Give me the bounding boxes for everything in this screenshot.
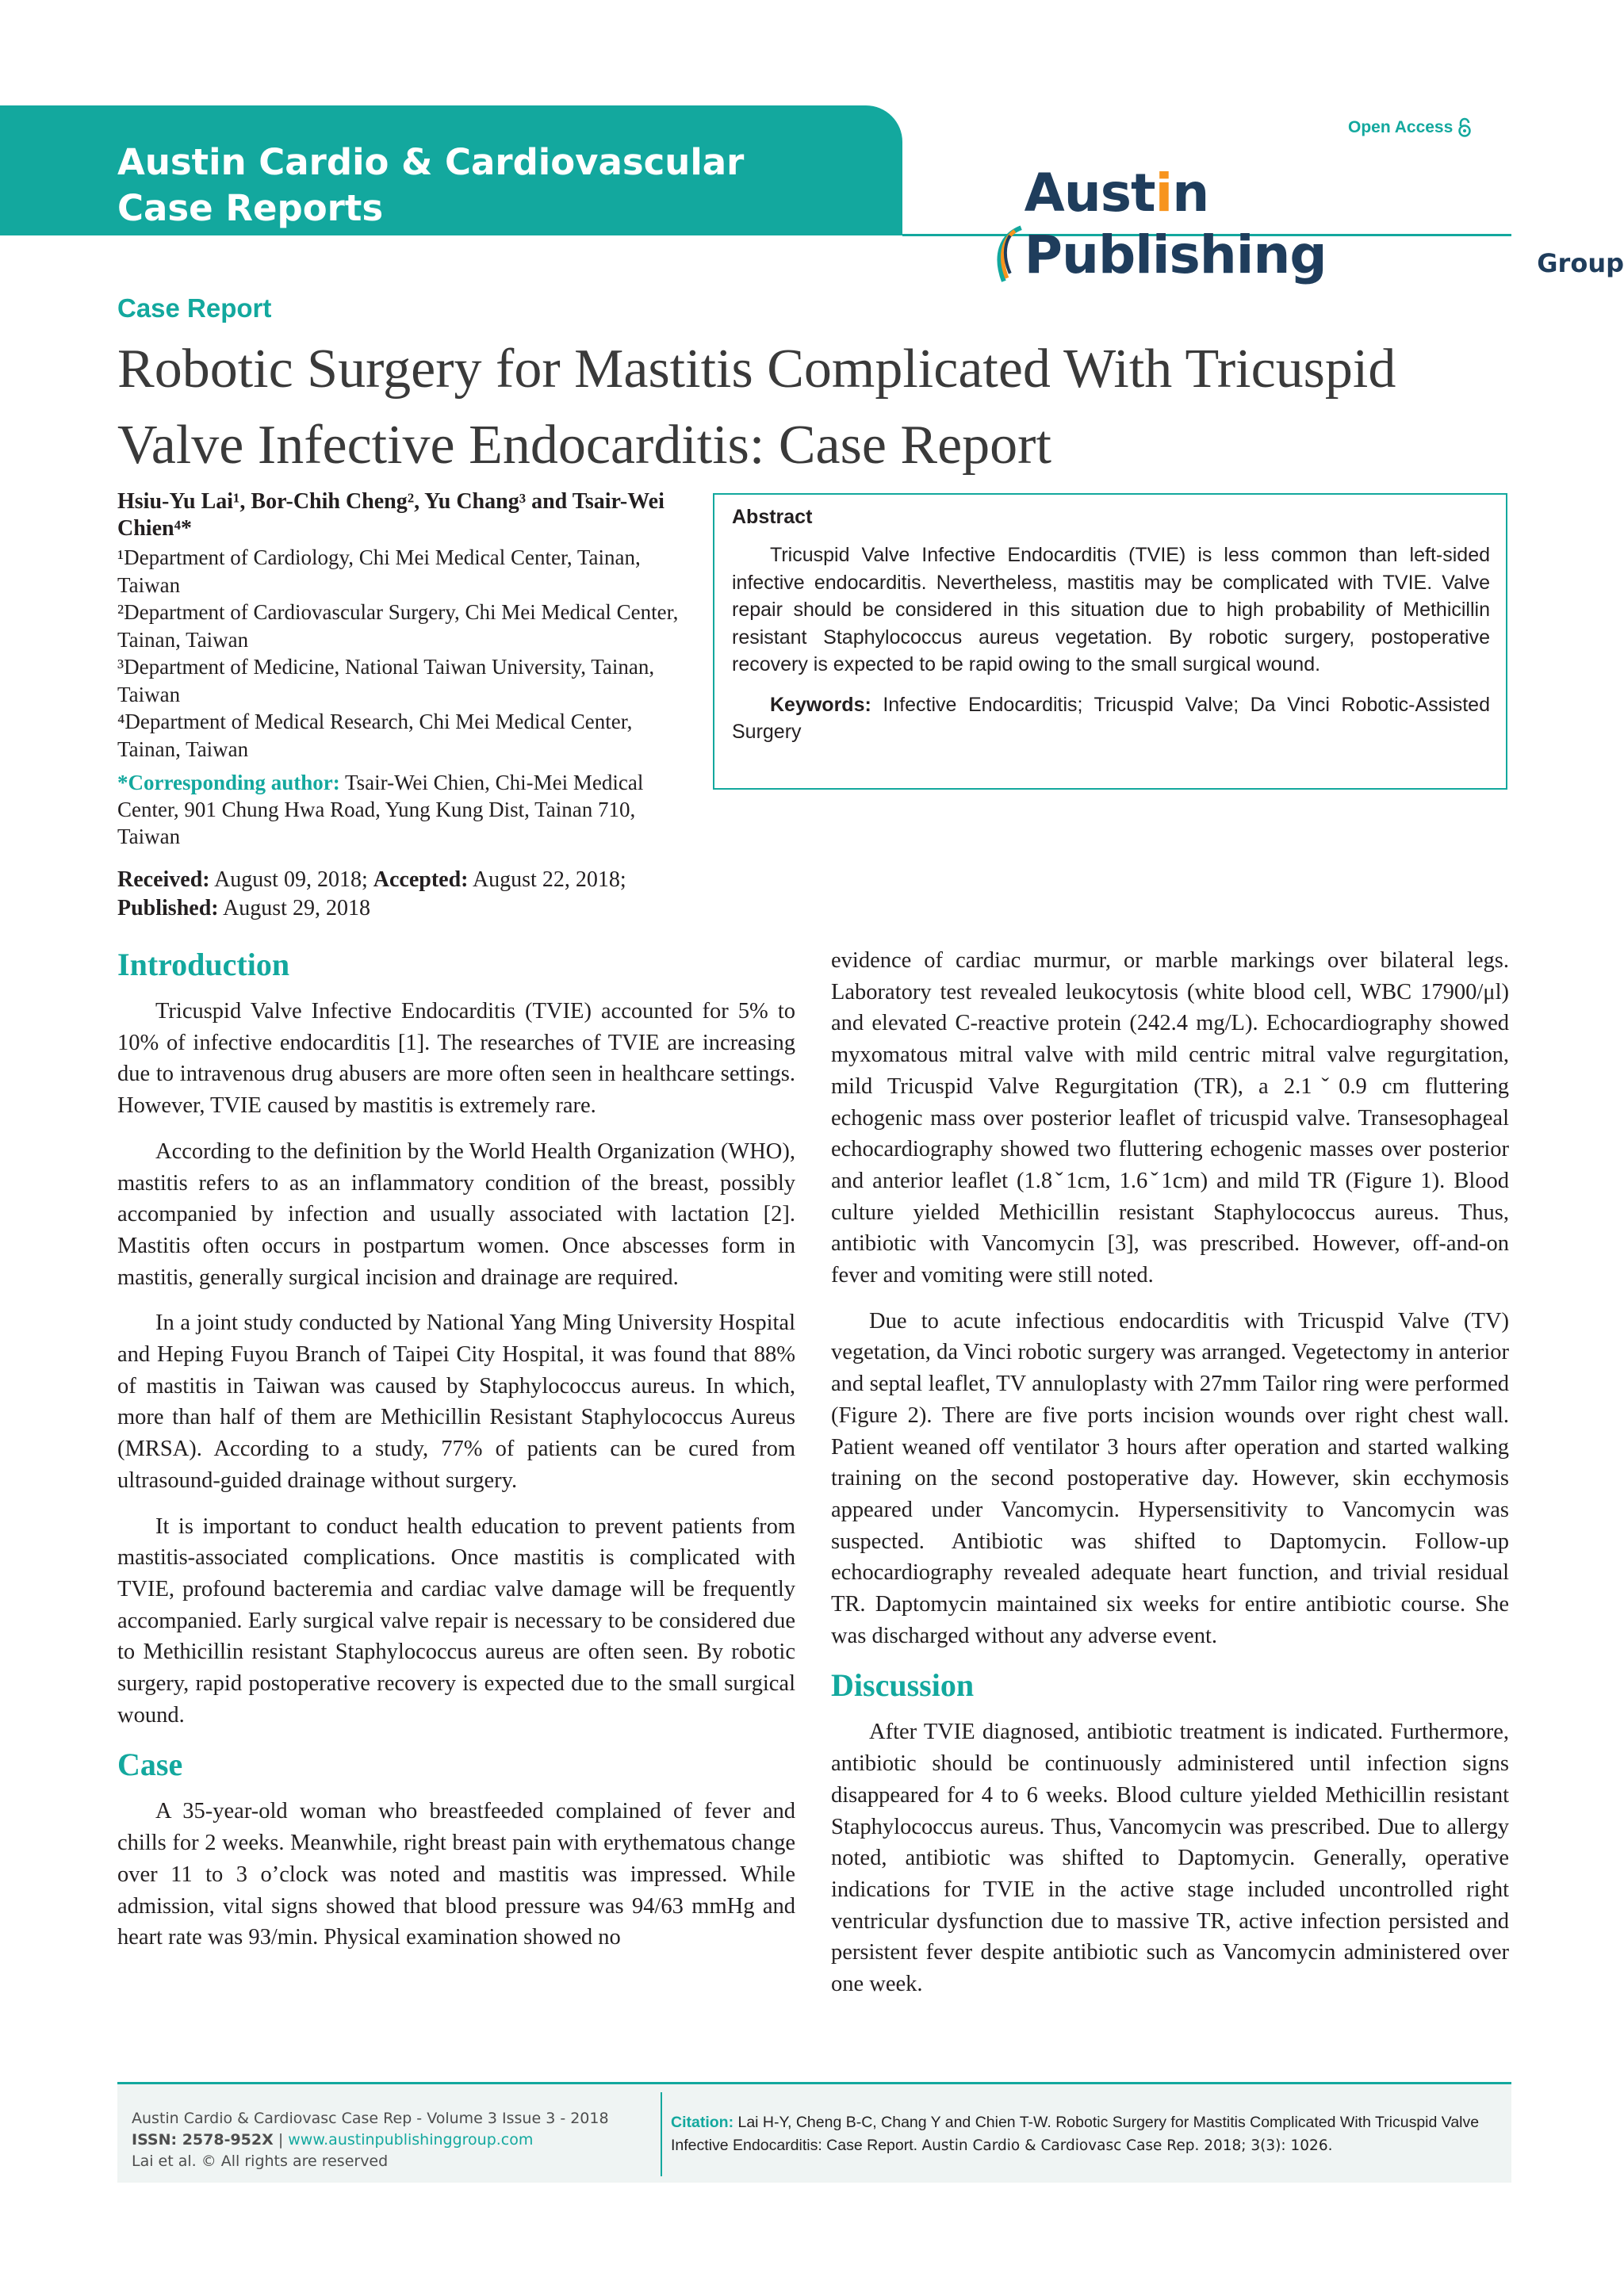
open-access-label: Open Access xyxy=(1348,118,1454,136)
publisher-name-part: n Publishing xyxy=(1024,163,1327,285)
body-column-right xyxy=(831,945,1509,2015)
publication-dates xyxy=(117,866,688,923)
abstract-text: Tricuspid Valve Infective Endocarditis (TVIE) is less common than left-sided infective endocarditis. Nevertheless, mastitis may be complicated with TVIE. Valve repair should be considered in this situation due to high probability of Methicillin resistant Staphylococcus aureus vegetation. By robotic surgery, postoperative recovery is expected to be rapid owing to the small surgical wound. xyxy=(732,544,1490,675)
corresponding-text: Tsair-Wei Chien, Chi-Mei Medical Center, 901 Chung Hwa Road, Yung Kung Dist, Tainan 710, Taiwan xyxy=(117,771,644,848)
paragraph: A 35-year-old woman who breastfeeded complained of fever and chills for 2 weeks. Meanwhile, right breast pain with erythematous change over 11 to 3 o’clock was noted and mastitis was impressed. While admission, vital signs showed that blood pressure was 94/63 mmHg and heart rate was 93/min. Physical examination showed no xyxy=(117,1799,795,1950)
page-footer xyxy=(117,2082,1511,2183)
article-type: Case Report xyxy=(117,293,272,323)
affiliation: ⁴Department of Medical Research, Chi Mei Medical Center, Tainan, Taiwan xyxy=(117,710,633,761)
footer-issn: ISSN: 2578-952X xyxy=(132,2131,274,2149)
publisher-swoosh-icon xyxy=(991,223,1025,286)
open-lock-icon xyxy=(1457,117,1472,138)
section-heading-case: Case xyxy=(117,1747,183,1783)
accepted-label: Accepted: xyxy=(373,867,469,892)
received-date: August 09, 2018; xyxy=(209,867,373,892)
published-date: August 29, 2018 xyxy=(218,896,370,920)
paragraph: Tricuspid Valve Infective Endocarditis (TVIE) accounted for 5% to 10% of infective endocarditis [1]. The researches of TVIE are increasing due to intravenous drug abusers are more often seen in healthcare settings. However, TVIE caused by mastitis is extremely rare. xyxy=(117,999,795,1119)
abstract-box xyxy=(713,493,1507,790)
paragraph: After TVIE diagnosed, antibiotic treatment is indicated. Furthermore, antibiotic should be continuously administered until infection signs disappeared for 4 to 6 weeks. Blood culture yielded Methicillin resistant Staphylococcus aureus. Thus, Vancomycin was prescribed. Due to allergy noted, antibiotic was shifted to Daptomycin. Generally, operative indications for TVIE in the active stage included uncontrolled right ventricular dysfunction due to massive TR, active infection persisted and persistent fever despite antibiotic such as Vancomycin administered over one week. xyxy=(831,1720,1509,1997)
received-label: Received: xyxy=(117,867,210,892)
paragraph: It is important to conduct health education to prevent patients from mastitis-associated complications. Once mastitis is complicated with TVIE, profound bacteremia and cardiac valve damage will be frequently accompanied. Early surgical valve repair is necessary to be considered due to Methicillin resistant Staphylococcus aureus are often seen. By robotic surgery, rapid postoperative recovery is expected due to the small surgical wound. xyxy=(117,1513,795,1728)
footer-rights: Lai et al. © All rights are reserved xyxy=(132,2152,389,2170)
keywords-text: Infective Endocarditis; Tricuspid Valve; Da Vinci Robotic-Assisted Surgery xyxy=(732,693,1490,743)
affiliation: ²Department of Cardiovascular Surgery, Chi Mei Medical Center, Tainan, Taiwan xyxy=(117,600,679,652)
publisher-name xyxy=(1025,163,1525,286)
paragraph: Due to acute infectious endocarditis with Tricuspid Valve (TV) vegetation, da Vinci robotic surgery was arranged. Vegetectomy in anterior and septal leaflet, TV annuloplasty with 27mm Tailor ring were performed (Figure 2). There are five ports incision wounds over right chest wall. Patient weaned off ventilator 3 hours after operation and started walking training on the second postoperative day. However, skin ecchymosis appeared under Vancomycin. Hypersensitivity to Vancomycin was suspected. Antibiotic was shifted to Daptomycin. Follow-up echocardiography revealed adequate heart function, and trivial residual TR. Daptomycin maintained six weeks for entire antibiotic course. She was discharged without any adverse event. xyxy=(831,1308,1509,1648)
accepted-date: August 22, 2018; xyxy=(468,867,626,892)
paragraph-continued: evidence of cardiac murmur, or marble markings over bilateral legs. Laboratory test revealed leukocytosis (white blood cell, WBC 17900/μl) and elevated C-reactive protein (242.4 mg/L). Echocardiography showed myxomatous mitral valve with mild centric mitral valve regurgitation, mild Tricuspid Valve Regurgitation (TR), a 2.1ˇ0.9 cm fluttering echogenic mass over posterior leaflet of tricuspid valve. Transesophageal echocardiography showed two fluttering echogenic masses over posterior and anterior leaflet (1.8ˇ1cm, 1.6ˇ1cm) and mild TR (Figure 1). Blood culture yielded Methicillin resistant Staphylococcus aureus. Thus, antibiotic with Vancomycin [3], was prescribed. However, off-and-on fever and vomiting were still noted. xyxy=(831,948,1509,1288)
footer-url-link[interactable]: www.austinpublishinggroup.com xyxy=(288,2131,534,2149)
affiliation: ³Department of Medicine, National Taiwan University, Tainan, Taiwan xyxy=(117,655,655,706)
corresponding-label: *Corresponding author: xyxy=(117,771,340,794)
corresponding-author xyxy=(117,769,688,850)
author-list: Hsiu-Yu Lai¹, Bor-Chih Cheng², Yu Chang³ and Tsair-Wei Chien⁴* xyxy=(117,489,665,541)
body-column-left xyxy=(117,945,795,1968)
open-access-badge[interactable] xyxy=(1348,117,1472,138)
footer-journal-info xyxy=(132,2108,623,2172)
keywords xyxy=(732,691,1490,746)
section-heading-introduction: Introduction xyxy=(117,947,290,982)
article-title: Robotic Surgery for Mastitis Complicated With Tricuspid Valve Infective Endocarditis: Case Report xyxy=(117,339,1396,476)
footer-journal-line: Austin Cardio & Cardiovasc Case Rep - Volume 3 Issue 3 - 2018 xyxy=(132,2110,609,2127)
publisher-name-part: Aust xyxy=(1024,163,1155,224)
footer-citation xyxy=(671,2111,1496,2157)
footer-issn-line xyxy=(132,2130,623,2151)
footer-divider xyxy=(661,2092,662,2176)
citation-text: Lai H-Y, Cheng B-C, Chang Y and Chien T-W. Robotic Surgery for Mastitis Complicated With Tricuspid Valve Infective Endocarditis: Case Report. xyxy=(671,2114,1480,2154)
published-label: Published: xyxy=(117,896,219,920)
publisher-name-accent: i xyxy=(1155,163,1173,224)
section-heading-discussion: Discussion xyxy=(831,1667,975,1704)
abstract-heading: Abstract xyxy=(732,506,813,528)
paragraph: According to the definition by the World Health Organization (WHO), mastitis refers to as an inflammatory condition of the breast, possibly accompanied by infection and usually associated with lactation [2]. Mastitis often occurs in postpartum women. Once abscesses form in mastitis, generally surgical incision and drainage are required. xyxy=(117,1138,795,1290)
keywords-label: Keywords: xyxy=(770,693,871,716)
affiliations xyxy=(117,544,688,763)
paragraph: In a joint study conducted by National Yang Ming University Hospital and Heping Fuyou Branch of Taipei City Hospital, it was found that 88% of mastitis in Taiwan was caused by Staphylococcus aureus. In which, more than half of them are Methicillin Resistant Staphylococcus Aureus (MRSA). According to a study, 77% of patients can be cured from ultrasound-guided drainage without surgery. xyxy=(117,1311,795,1493)
publisher-group: Group xyxy=(1537,248,1624,278)
citation-label: Citation: xyxy=(671,2114,734,2131)
journal-title: Austin Cardio & Cardiovascular Case Reports xyxy=(117,141,745,229)
footer-separator: | xyxy=(273,2131,289,2149)
citation-journal: Austin Cardio & Cardiovasc Case Rep. 2018; 3(3): 1026. xyxy=(921,2137,1333,2154)
publisher-logo xyxy=(991,163,1624,286)
affiliation: ¹Department of Cardiology, Chi Mei Medical Center, Tainan, Taiwan xyxy=(117,545,641,597)
